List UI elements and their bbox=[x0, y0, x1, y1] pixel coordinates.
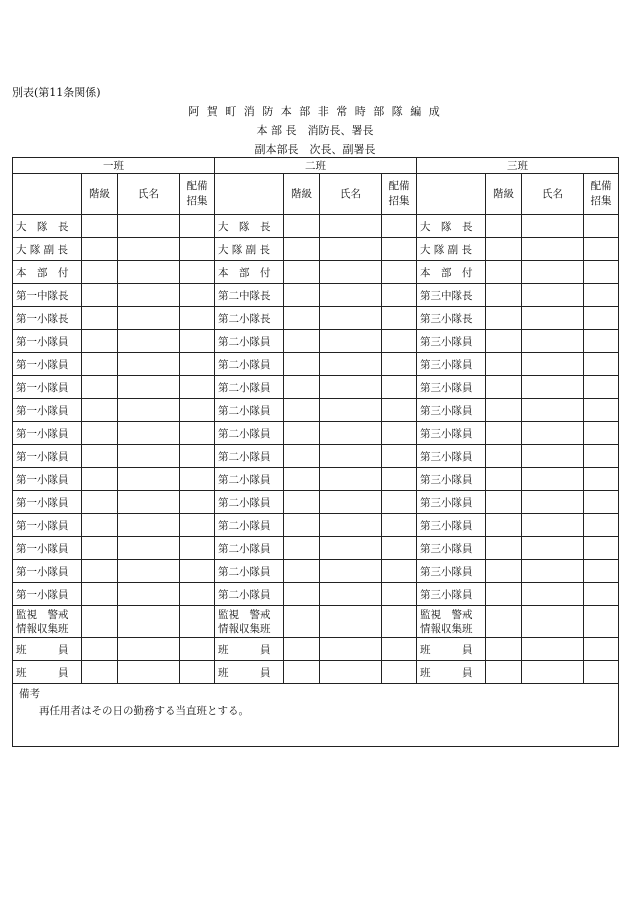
position-cell: 第一小隊員 bbox=[13, 445, 82, 468]
assign-header-line2: 招集 bbox=[590, 195, 612, 207]
table-row bbox=[13, 445, 619, 468]
position-cell: 第一小隊員 bbox=[13, 583, 82, 606]
rank-cell[interactable] bbox=[486, 606, 522, 638]
assign-cell[interactable] bbox=[382, 638, 417, 661]
position-cell: 第三小隊員 bbox=[417, 399, 486, 422]
watch-info-line1: 監視 警戒 bbox=[218, 608, 271, 621]
position-cell: 第一小隊員 bbox=[13, 514, 82, 537]
rank-cell[interactable] bbox=[486, 537, 522, 560]
rank-cell[interactable] bbox=[284, 514, 320, 537]
rank-cell[interactable] bbox=[82, 284, 118, 307]
rank-cell[interactable] bbox=[284, 376, 320, 399]
name-cell[interactable] bbox=[320, 376, 382, 399]
rank-cell[interactable] bbox=[82, 261, 118, 284]
position-cell: 第三小隊員 bbox=[417, 353, 486, 376]
position-cell: 第二小隊長 bbox=[215, 307, 284, 330]
name-cell[interactable] bbox=[522, 468, 584, 491]
rank-cell[interactable] bbox=[486, 491, 522, 514]
position-cell: 第三小隊員 bbox=[417, 583, 486, 606]
position-cell: 第二小隊員 bbox=[215, 422, 284, 445]
group-header-3: 三班 bbox=[417, 158, 619, 174]
name-cell[interactable] bbox=[118, 422, 180, 445]
assign-cell[interactable] bbox=[180, 661, 215, 684]
assign-cell[interactable] bbox=[382, 583, 417, 606]
position-cell: 第三小隊員 bbox=[417, 422, 486, 445]
rank-cell[interactable] bbox=[82, 583, 118, 606]
assign-cell[interactable] bbox=[382, 537, 417, 560]
name-cell[interactable] bbox=[522, 238, 584, 261]
rank-cell[interactable] bbox=[82, 661, 118, 684]
table-row bbox=[13, 353, 619, 376]
assign-cell[interactable] bbox=[584, 583, 619, 606]
name-cell[interactable] bbox=[522, 422, 584, 445]
assign-cell[interactable] bbox=[584, 661, 619, 684]
name-cell[interactable] bbox=[522, 215, 584, 238]
assign-cell[interactable] bbox=[584, 537, 619, 560]
assign-cell[interactable] bbox=[584, 422, 619, 445]
member-position-cell: 班 員 bbox=[215, 661, 284, 684]
position-cell: 第一小隊員 bbox=[13, 537, 82, 560]
organization-table bbox=[12, 157, 619, 747]
name-cell[interactable] bbox=[320, 261, 382, 284]
table-row bbox=[13, 238, 619, 261]
assign-cell[interactable] bbox=[382, 514, 417, 537]
position-cell: 第二中隊長 bbox=[215, 284, 284, 307]
rank-cell[interactable] bbox=[486, 583, 522, 606]
name-cell[interactable] bbox=[522, 330, 584, 353]
assign-cell[interactable] bbox=[180, 307, 215, 330]
position-header-blank bbox=[215, 174, 284, 215]
rank-cell[interactable] bbox=[284, 215, 320, 238]
position-cell: 第二小隊員 bbox=[215, 583, 284, 606]
assign-cell[interactable] bbox=[382, 261, 417, 284]
assign-header-line1: 配備 bbox=[186, 180, 208, 192]
member-position-cell: 班 員 bbox=[13, 638, 82, 661]
rank-cell[interactable] bbox=[486, 514, 522, 537]
assign-cell[interactable] bbox=[584, 638, 619, 661]
name-cell[interactable] bbox=[118, 661, 180, 684]
position-cell: 第二小隊員 bbox=[215, 491, 284, 514]
assign-cell[interactable] bbox=[382, 376, 417, 399]
position-cell: 第三小隊員 bbox=[417, 537, 486, 560]
assign-cell[interactable] bbox=[584, 376, 619, 399]
position-cell: 第一小隊員 bbox=[13, 491, 82, 514]
position-cell: 第三小隊員 bbox=[417, 445, 486, 468]
member-position-cell: 班 員 bbox=[13, 661, 82, 684]
name-cell[interactable] bbox=[320, 353, 382, 376]
rank-cell[interactable] bbox=[82, 307, 118, 330]
assign-cell[interactable] bbox=[382, 606, 417, 638]
column-header-row bbox=[13, 174, 619, 215]
watch-info-position-cell bbox=[215, 606, 284, 638]
rank-cell[interactable] bbox=[486, 445, 522, 468]
name-cell[interactable] bbox=[118, 261, 180, 284]
rank-header: 階級 bbox=[284, 174, 320, 215]
name-cell[interactable] bbox=[118, 514, 180, 537]
name-cell[interactable] bbox=[320, 330, 382, 353]
table-row bbox=[13, 261, 619, 284]
rank-cell[interactable] bbox=[82, 399, 118, 422]
table-row bbox=[13, 330, 619, 353]
position-cell: 第三小隊員 bbox=[417, 560, 486, 583]
assign-cell[interactable] bbox=[382, 445, 417, 468]
position-cell: 第三中隊長 bbox=[417, 284, 486, 307]
name-cell[interactable] bbox=[522, 399, 584, 422]
headquarters-chief-line: 本 部 長 消防長、署長 bbox=[256, 124, 374, 137]
position-cell: 大 隊 副 長 bbox=[417, 238, 486, 261]
position-cell: 第三小隊員 bbox=[417, 376, 486, 399]
rank-cell[interactable] bbox=[486, 422, 522, 445]
position-cell: 第一小隊員 bbox=[13, 422, 82, 445]
assign-cell[interactable] bbox=[180, 261, 215, 284]
name-cell[interactable] bbox=[522, 307, 584, 330]
table-row bbox=[13, 560, 619, 583]
rank-header: 階級 bbox=[82, 174, 118, 215]
deputy-chief-line: 副本部長 次長、副署長 bbox=[254, 143, 376, 156]
table-row bbox=[13, 583, 619, 606]
assign-cell[interactable] bbox=[584, 514, 619, 537]
member-row bbox=[13, 661, 619, 684]
rank-cell[interactable] bbox=[284, 353, 320, 376]
assign-cell[interactable] bbox=[584, 445, 619, 468]
rank-cell[interactable] bbox=[486, 468, 522, 491]
position-cell: 第二小隊員 bbox=[215, 353, 284, 376]
name-cell[interactable] bbox=[320, 560, 382, 583]
rank-cell[interactable] bbox=[284, 468, 320, 491]
name-cell[interactable] bbox=[320, 661, 382, 684]
rank-cell[interactable] bbox=[82, 376, 118, 399]
assign-cell[interactable] bbox=[382, 215, 417, 238]
name-cell[interactable] bbox=[320, 422, 382, 445]
assign-cell[interactable] bbox=[584, 468, 619, 491]
position-cell: 第二小隊員 bbox=[215, 514, 284, 537]
note-row bbox=[13, 684, 619, 747]
assign-cell[interactable] bbox=[584, 261, 619, 284]
rank-cell[interactable] bbox=[284, 606, 320, 638]
position-cell: 第二小隊員 bbox=[215, 330, 284, 353]
name-cell[interactable] bbox=[522, 537, 584, 560]
assign-header bbox=[382, 174, 417, 215]
assign-cell[interactable] bbox=[180, 583, 215, 606]
rank-cell[interactable] bbox=[82, 238, 118, 261]
name-cell[interactable] bbox=[522, 583, 584, 606]
assign-cell[interactable] bbox=[180, 606, 215, 638]
rank-cell[interactable] bbox=[82, 638, 118, 661]
name-cell[interactable] bbox=[320, 537, 382, 560]
table-row bbox=[13, 491, 619, 514]
assign-cell[interactable] bbox=[382, 284, 417, 307]
name-cell[interactable] bbox=[320, 445, 382, 468]
member-position-cell: 班 員 bbox=[417, 638, 486, 661]
assign-cell[interactable] bbox=[180, 376, 215, 399]
assign-cell[interactable] bbox=[584, 353, 619, 376]
assign-cell[interactable] bbox=[584, 284, 619, 307]
watch-info-line2: 情報収集班 bbox=[218, 622, 271, 635]
assign-cell[interactable] bbox=[382, 422, 417, 445]
assign-cell[interactable] bbox=[382, 399, 417, 422]
assign-cell[interactable] bbox=[382, 491, 417, 514]
rank-cell[interactable] bbox=[486, 638, 522, 661]
assign-cell[interactable] bbox=[584, 606, 619, 638]
watch-info-line2: 情報収集班 bbox=[16, 622, 69, 635]
position-cell: 大 隊 副 長 bbox=[215, 238, 284, 261]
name-cell[interactable] bbox=[522, 560, 584, 583]
name-cell[interactable] bbox=[320, 238, 382, 261]
name-cell[interactable] bbox=[320, 583, 382, 606]
assign-header-line2: 招集 bbox=[388, 195, 410, 207]
assign-header bbox=[584, 174, 619, 215]
name-cell[interactable] bbox=[118, 445, 180, 468]
position-cell: 本 部 付 bbox=[417, 261, 486, 284]
table-row bbox=[13, 468, 619, 491]
position-cell: 第二小隊員 bbox=[215, 537, 284, 560]
rank-cell[interactable] bbox=[82, 537, 118, 560]
rank-cell[interactable] bbox=[284, 560, 320, 583]
name-cell[interactable] bbox=[522, 491, 584, 514]
name-cell[interactable] bbox=[320, 215, 382, 238]
assign-cell[interactable] bbox=[584, 307, 619, 330]
name-cell[interactable] bbox=[522, 445, 584, 468]
rank-header: 階級 bbox=[486, 174, 522, 215]
assign-cell[interactable] bbox=[180, 514, 215, 537]
position-header-blank bbox=[13, 174, 82, 215]
assign-cell[interactable] bbox=[584, 491, 619, 514]
rank-cell[interactable] bbox=[82, 445, 118, 468]
name-header: 氏名 bbox=[522, 174, 584, 215]
rank-cell[interactable] bbox=[82, 215, 118, 238]
rank-cell[interactable] bbox=[284, 261, 320, 284]
table-row bbox=[13, 514, 619, 537]
rank-cell[interactable] bbox=[486, 330, 522, 353]
name-cell[interactable] bbox=[320, 514, 382, 537]
rank-cell[interactable] bbox=[486, 560, 522, 583]
assign-cell[interactable] bbox=[584, 215, 619, 238]
position-cell: 第二小隊員 bbox=[215, 445, 284, 468]
rank-cell[interactable] bbox=[486, 261, 522, 284]
group-header-2: 二班 bbox=[215, 158, 417, 174]
position-cell: 本 部 付 bbox=[13, 261, 82, 284]
assign-cell[interactable] bbox=[382, 560, 417, 583]
assign-header-line1: 配備 bbox=[388, 180, 410, 192]
table-row bbox=[13, 307, 619, 330]
name-cell[interactable] bbox=[522, 638, 584, 661]
rank-cell[interactable] bbox=[486, 661, 522, 684]
rank-cell[interactable] bbox=[82, 353, 118, 376]
name-cell[interactable] bbox=[118, 560, 180, 583]
assign-cell[interactable] bbox=[180, 399, 215, 422]
name-cell[interactable] bbox=[118, 537, 180, 560]
rank-cell[interactable] bbox=[284, 307, 320, 330]
watch-info-row bbox=[13, 606, 619, 638]
rank-cell[interactable] bbox=[284, 399, 320, 422]
assign-cell[interactable] bbox=[180, 422, 215, 445]
name-cell[interactable] bbox=[522, 376, 584, 399]
assign-header-line2: 招集 bbox=[186, 195, 208, 207]
name-cell[interactable] bbox=[522, 284, 584, 307]
assign-cell[interactable] bbox=[180, 468, 215, 491]
note-cell bbox=[13, 684, 619, 747]
position-cell: 第一小隊員 bbox=[13, 353, 82, 376]
name-cell[interactable] bbox=[118, 238, 180, 261]
position-cell: 第三小隊員 bbox=[417, 330, 486, 353]
name-cell[interactable] bbox=[118, 583, 180, 606]
assign-header-line1: 配備 bbox=[590, 180, 612, 192]
name-cell[interactable] bbox=[522, 353, 584, 376]
name-cell[interactable] bbox=[118, 376, 180, 399]
watch-info-line2: 情報収集班 bbox=[420, 622, 473, 635]
position-cell: 第二小隊員 bbox=[215, 399, 284, 422]
position-cell: 第三小隊員 bbox=[417, 514, 486, 537]
assign-cell[interactable] bbox=[584, 560, 619, 583]
assign-header bbox=[180, 174, 215, 215]
position-cell: 大 隊 長 bbox=[215, 215, 284, 238]
table-row bbox=[13, 376, 619, 399]
name-cell[interactable] bbox=[320, 606, 382, 638]
watch-info-position-cell bbox=[417, 606, 486, 638]
assign-cell[interactable] bbox=[382, 661, 417, 684]
assign-cell[interactable] bbox=[180, 560, 215, 583]
name-cell[interactable] bbox=[118, 330, 180, 353]
rank-cell[interactable] bbox=[82, 422, 118, 445]
assign-cell[interactable] bbox=[584, 238, 619, 261]
assign-cell[interactable] bbox=[180, 238, 215, 261]
member-position-cell: 班 員 bbox=[215, 638, 284, 661]
position-cell: 第二小隊員 bbox=[215, 468, 284, 491]
position-header-blank bbox=[417, 174, 486, 215]
rank-cell[interactable] bbox=[82, 560, 118, 583]
position-cell: 第二小隊員 bbox=[215, 376, 284, 399]
rank-cell[interactable] bbox=[82, 468, 118, 491]
position-cell: 大 隊 副 長 bbox=[13, 238, 82, 261]
rank-cell[interactable] bbox=[82, 514, 118, 537]
name-cell[interactable] bbox=[522, 261, 584, 284]
assign-cell[interactable] bbox=[180, 353, 215, 376]
assign-cell[interactable] bbox=[382, 468, 417, 491]
rank-cell[interactable] bbox=[486, 399, 522, 422]
document-title: 阿 賀 町 消 防 本 部 非 常 時 部 隊 編 成 bbox=[188, 105, 442, 118]
name-cell[interactable] bbox=[522, 514, 584, 537]
rank-cell[interactable] bbox=[284, 238, 320, 261]
name-cell[interactable] bbox=[118, 215, 180, 238]
name-cell[interactable] bbox=[118, 491, 180, 514]
name-cell[interactable] bbox=[118, 307, 180, 330]
position-cell: 第三小隊員 bbox=[417, 468, 486, 491]
position-cell: 本 部 付 bbox=[215, 261, 284, 284]
name-cell[interactable] bbox=[320, 638, 382, 661]
note-text: 再任用者はその日の勤務する当直班とする。 bbox=[39, 705, 249, 717]
name-cell[interactable] bbox=[118, 468, 180, 491]
rank-cell[interactable] bbox=[82, 606, 118, 638]
position-cell: 第一小隊長 bbox=[13, 307, 82, 330]
rank-cell[interactable] bbox=[82, 330, 118, 353]
rank-cell[interactable] bbox=[486, 376, 522, 399]
rank-cell[interactable] bbox=[284, 583, 320, 606]
member-row bbox=[13, 638, 619, 661]
table-row bbox=[13, 537, 619, 560]
group-header-1: 一班 bbox=[13, 158, 215, 174]
rank-cell[interactable] bbox=[284, 537, 320, 560]
position-cell: 第一小隊員 bbox=[13, 376, 82, 399]
rank-cell[interactable] bbox=[284, 638, 320, 661]
appendix-reference: 別表(第11条関係) bbox=[12, 86, 101, 99]
position-cell: 第一小隊員 bbox=[13, 468, 82, 491]
assign-cell[interactable] bbox=[180, 445, 215, 468]
name-cell[interactable] bbox=[118, 638, 180, 661]
assign-cell[interactable] bbox=[180, 491, 215, 514]
group-header-row bbox=[13, 158, 619, 174]
rank-cell[interactable] bbox=[284, 422, 320, 445]
name-cell[interactable] bbox=[320, 307, 382, 330]
assign-cell[interactable] bbox=[180, 284, 215, 307]
assign-cell[interactable] bbox=[180, 330, 215, 353]
rank-cell[interactable] bbox=[486, 215, 522, 238]
assign-cell[interactable] bbox=[382, 238, 417, 261]
name-cell[interactable] bbox=[118, 399, 180, 422]
rank-cell[interactable] bbox=[486, 307, 522, 330]
name-header: 氏名 bbox=[118, 174, 180, 215]
position-cell: 第一小隊員 bbox=[13, 330, 82, 353]
assign-cell[interactable] bbox=[382, 353, 417, 376]
assign-cell[interactable] bbox=[180, 537, 215, 560]
watch-info-line1: 監視 警戒 bbox=[16, 608, 69, 621]
table-row bbox=[13, 399, 619, 422]
rank-cell[interactable] bbox=[486, 238, 522, 261]
position-cell: 第二小隊員 bbox=[215, 560, 284, 583]
watch-info-position-cell bbox=[13, 606, 82, 638]
table-row bbox=[13, 284, 619, 307]
member-position-cell: 班 員 bbox=[417, 661, 486, 684]
rank-cell[interactable] bbox=[284, 445, 320, 468]
position-cell: 第三小隊員 bbox=[417, 491, 486, 514]
name-cell[interactable] bbox=[118, 284, 180, 307]
assign-cell[interactable] bbox=[180, 638, 215, 661]
name-cell[interactable] bbox=[522, 661, 584, 684]
position-cell: 大 隊 長 bbox=[417, 215, 486, 238]
name-cell[interactable] bbox=[320, 284, 382, 307]
name-cell[interactable] bbox=[320, 399, 382, 422]
name-header: 氏名 bbox=[320, 174, 382, 215]
rank-cell[interactable] bbox=[284, 284, 320, 307]
position-cell: 第一中隊長 bbox=[13, 284, 82, 307]
rank-cell[interactable] bbox=[486, 353, 522, 376]
rank-cell[interactable] bbox=[284, 330, 320, 353]
rank-cell[interactable] bbox=[82, 491, 118, 514]
assign-cell[interactable] bbox=[382, 330, 417, 353]
table-row bbox=[13, 215, 619, 238]
position-cell: 大 隊 長 bbox=[13, 215, 82, 238]
name-cell[interactable] bbox=[118, 353, 180, 376]
rank-cell[interactable] bbox=[486, 284, 522, 307]
assign-cell[interactable] bbox=[584, 330, 619, 353]
assign-cell[interactable] bbox=[180, 215, 215, 238]
rank-cell[interactable] bbox=[284, 491, 320, 514]
assign-cell[interactable] bbox=[382, 307, 417, 330]
assign-cell[interactable] bbox=[584, 399, 619, 422]
position-cell: 第一小隊員 bbox=[13, 399, 82, 422]
name-cell[interactable] bbox=[320, 468, 382, 491]
position-cell: 第一小隊員 bbox=[13, 560, 82, 583]
note-title: 備考 bbox=[19, 688, 40, 700]
name-cell[interactable] bbox=[118, 606, 180, 638]
name-cell[interactable] bbox=[320, 491, 382, 514]
position-cell: 第三小隊長 bbox=[417, 307, 486, 330]
table-row bbox=[13, 422, 619, 445]
watch-info-line1: 監視 警戒 bbox=[420, 608, 473, 621]
name-cell[interactable] bbox=[522, 606, 584, 638]
rank-cell[interactable] bbox=[284, 661, 320, 684]
